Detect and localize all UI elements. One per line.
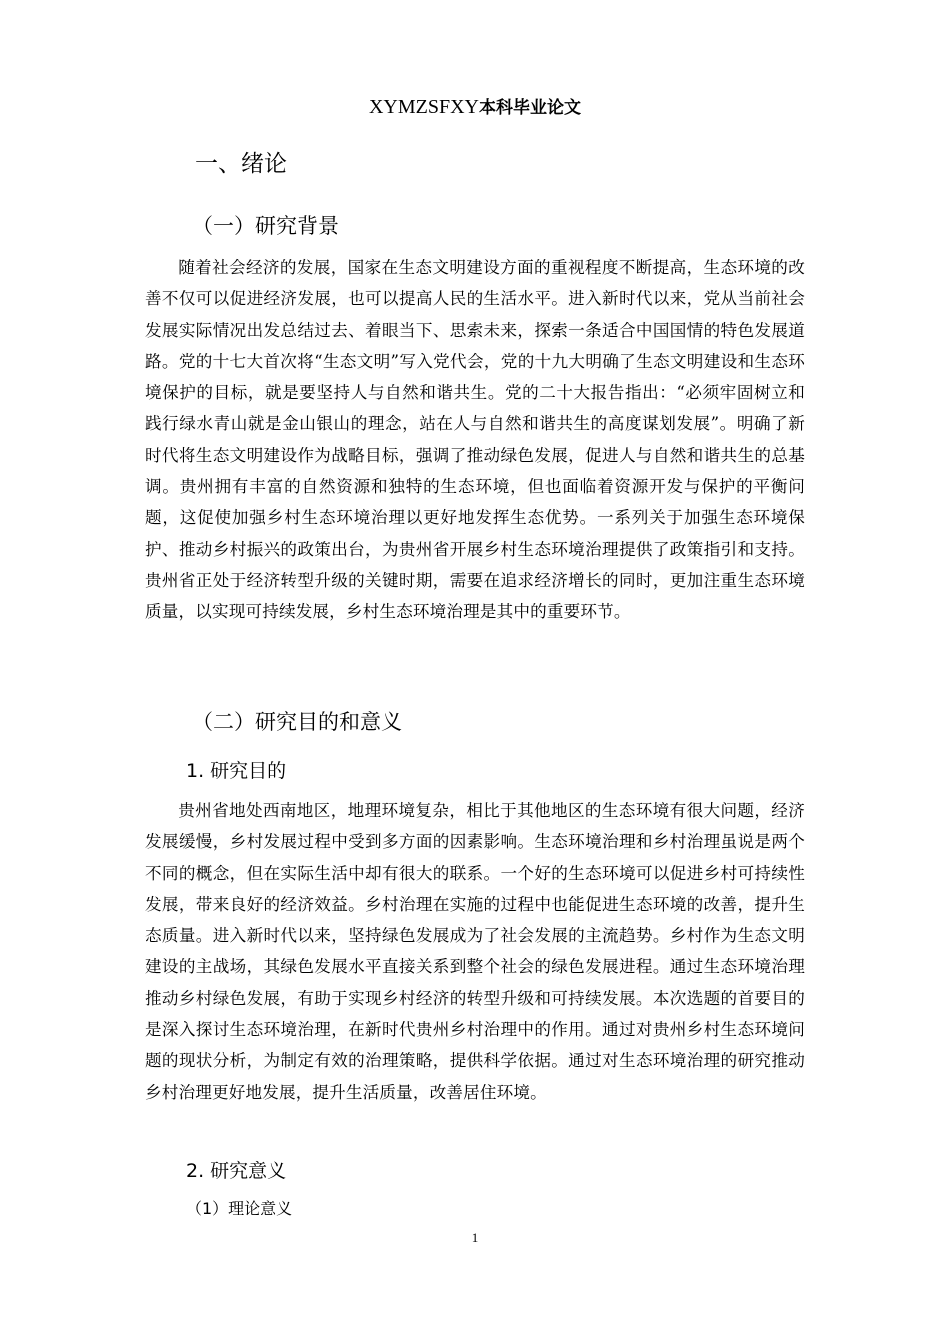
chapter-title: 一、绪论 bbox=[195, 151, 287, 177]
section-title-purpose-significance: （二）研究目的和意义 bbox=[192, 710, 402, 734]
page-header bbox=[0, 94, 950, 121]
subsubsection-title-theory: （1）理论意义 bbox=[186, 1199, 293, 1218]
paragraph-background: 随着社会经济的发展，国家在生态文明建设方面的重视程度不断提高，生态环境的改善不仅可以促进经济发展，也可以提高人民的生活水平。进入新时代以来，党从当前社会发展实际情况出发总结过去、着眼当下、思索未来，探索一条适合中国国情的特色发展道路。党的十七大首次将“生态文明”写入党代会，党的十九大明确了生态文明建设和生态环境保护的目标，就是要坚持人与自然和谐共生。党的二十大报告指出：“必须牢固树立和践行绿水青山就是金山银山的理念，站在人与自然和谐共生的高度谋划发展”。明确了新时代将生态文明建设作为战略目标，强调了推动绿色发展，促进人与自然和谐共生的总基调。贵州拥有丰富的自然资源和独特的生态环境，但也面临着资源开发与保护的平衡问题，这促使加强乡村生态环境治理以更好地发挥生态优势。一系列关于加强生态环境保护、推动乡村振兴的政策出台，为贵州省开展乡村生态环境治理提供了政策指引和支持。贵州省正处于经济转型升级的关键时期，需要在追求经济增长的同时，更加注重生态环境质量，以实现可持续发展，乡村生态环境治理是其中的重要环节。 bbox=[145, 258, 805, 622]
section-title-background: （一）研究背景 bbox=[192, 214, 339, 238]
header-code: XYMZSFXY bbox=[368, 96, 480, 118]
subsection-title-significance: 2. 研究意义 bbox=[186, 1160, 287, 1182]
paragraph-purpose: 贵州省地处西南地区，地理环境复杂，相比于其他地区的生态环境有很大问题，经济发展缓慢，乡村发展过程中受到多方面的因素影响。生态环境治理和乡村治理虽说是两个不同的概念，但在实际生活中却有很大的联系。一个好的生态环境可以促进乡村可持续性发展，带来良好的经济效益。乡村治理在实施的过程中也能促进生态环境的改善，提升生态质量。进入新时代以来，坚持绿色发展成为了社会发展的主流趋势。乡村作为生态文明建设的主战场，其绿色发展水平直接关系到整个社会的绿色发展进程。通过生态环境治理推动乡村绿色发展，有助于实现乡村经济的转型升级和可持续发展。本次选题的首要目的是深入探讨生态环境治理，在新时代贵州乡村治理中的作用。通过对贵州乡村生态环境问题的现状分析，为制定有效的治理策略，提供科学依据。通过对生态环境治理的研究推动乡村治理更好地发展，提升生活质量，改善居住环境。 bbox=[145, 801, 805, 1102]
subsection-title-purpose: 1. 研究目的 bbox=[186, 760, 287, 782]
page-number: 1 bbox=[471, 1230, 479, 1245]
header-title: 本科毕业论文 bbox=[479, 98, 582, 118]
